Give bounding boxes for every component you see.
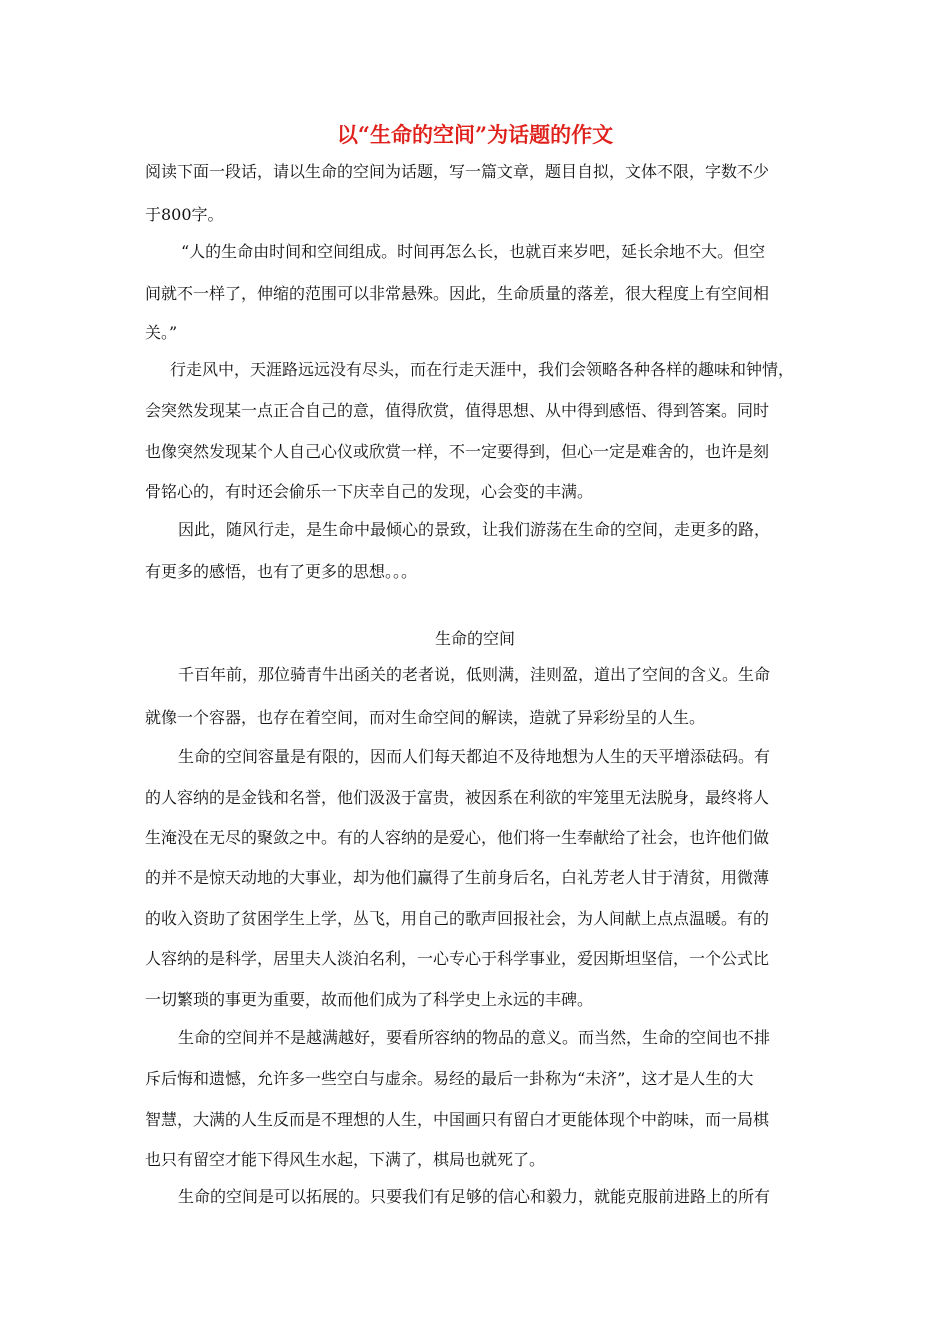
essay-line: 一切繁琐的事更为重要，故而他们成为了科学史上永远的丰碑。 (145, 990, 594, 1009)
quote-line: 间就不一样了，伸缩的范围可以非常悬殊。因此，生命质量的落差，很大程度上有空间相 (145, 284, 770, 303)
page-title: 以“生命的空间”为话题的作文 (336, 122, 614, 147)
essay-line: 生命的空间并不是越满越好，要看所容纳的物品的意义。而当然，生命的空间也不排 (178, 1028, 771, 1047)
essay-line: 的人容纳的是金钱和名誉，他们汲汲于富贵，被因系在利欲的牢笼里无法脱身，最终将人 (145, 788, 770, 807)
essay-line: 生命的空间容量是有限的，因而人们每天都迫不及待地想为人生的天平增添砝码。有 (178, 747, 771, 766)
essay-line: 千百年前，那位骑青牛出函关的老者说，低则满，洼则盈，道出了空间的含义。生命 (178, 665, 771, 684)
essay-line: 智慧，大满的人生反而是不理想的人生，中国画只有留白才更能体现个中韵味，而一局棋 (145, 1110, 770, 1129)
essay-line: 生命的空间是可以拓展的。只要我们有足够的信心和毅力，就能克服前进路上的所有 (178, 1187, 771, 1206)
quote-line: “人的生命由时间和空间组成。时间再怎么长，也就百来岁吧，延长余地不大。但空 (181, 242, 766, 261)
sample-line: 会突然发现某一点正合自己的意，值得欣赏，值得思想、从中得到感悟、得到答案。同时 (145, 401, 770, 420)
quote-line: 关。” (145, 323, 178, 342)
essay-line: 斥后悔和遗憾，允许多一些空白与虚余。易经的最后一卦称为“未济”，这才是人生的大 (145, 1069, 754, 1088)
sample-line: 也像突然发现某个人自己心仪或欣赏一样，不一定要得到，但心一定是难舍的，也许是刻 (145, 442, 770, 461)
essay-line: 就像一个容器，也存在着空间，而对生命空间的解读，造就了异彩纷呈的人生。 (145, 708, 706, 727)
essay-line: 人容纳的是科学，居里夫人淡泊名利，一心专心于科学事业，爱因斯坦坚信，一个公式比 (145, 949, 770, 968)
essay-line: 的并不是惊天动地的大事业，却为他们赢得了生前身后名，白礼芳老人甘于清贫，用微薄 (145, 868, 770, 887)
sample-line: 行走风中，天涯路远远没有尽头，而在行走天涯中，我们会领略各种各样的趣味和钟情， (170, 360, 795, 379)
essay-line: 的收入资助了贫困学生上学，丛飞，用自己的歌声回报社会，为人间献上点点温暖。有的 (145, 909, 770, 928)
essay-line: 也只有留空才能下得风生水起，下满了，棋局也就死了。 (145, 1150, 546, 1169)
essay-title: 生命的空间 (434, 629, 515, 648)
essay-line: 生淹没在无尽的聚敛之中。有的人容纳的是爱心，他们将一生奉献给了社会，也许他们做 (145, 828, 770, 847)
sample-line: 因此，随风行走，是生命中最倾心的景致，让我们游荡在生命的空间，走更多的路， (178, 520, 771, 539)
intro-line: 阅读下面一段话，请以生命的空间为话题，写一篇文章，题目自拟，文体不限，字数不少 (145, 162, 770, 181)
sample-line: 骨铭心的，有时还会偷乐一下庆幸自己的发现，心会变的丰满。 (145, 482, 594, 501)
sample-line: 有更多的感悟，也有了更多的思想。。。 (145, 562, 418, 581)
intro-line: 于800字。 (145, 205, 224, 224)
